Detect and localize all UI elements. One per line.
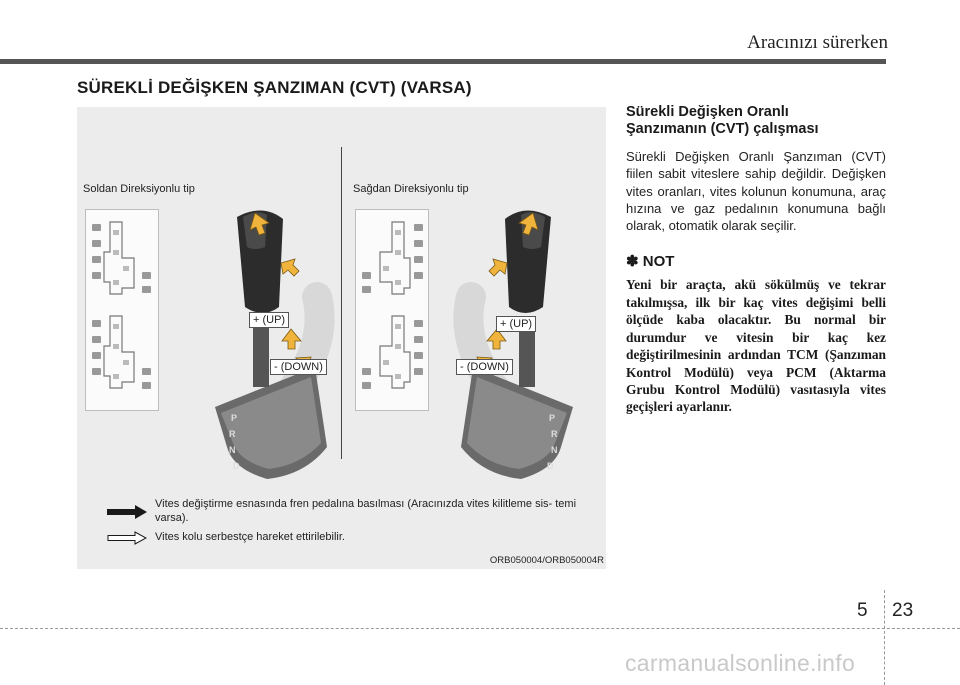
shifter-illustration-left	[207, 207, 339, 497]
shifter-figure	[77, 107, 606, 569]
article-subtitle	[626, 104, 886, 138]
up-label-right: + (UP)	[496, 316, 536, 332]
note-body: Yeni bir araçta, akü sökülmüş ve tekrar takılmışsa, ilk bir kaç vites değişimi belli ölçüde kaba olacaktır. Bu normal bir durumdur ve vitesin bir kaç kez değiştirilmesinin ardından TCM (Şanzıman Kontrol Modülü) veya PCM (Aktarma Grubu Kontrol Modülü) vasıtasıyla vites geçişleri ayarlanır.	[626, 277, 886, 415]
article-subtitle-line1: Sürekli Değişken Oranlı	[626, 104, 789, 120]
down-label-left: - (DOWN)	[270, 359, 327, 375]
gate-letter: N	[229, 445, 236, 455]
solid-arrow-icon	[107, 505, 147, 519]
legend-text: Vites değiştirme esnasında fren pedalına basılması (Aracınızda vites kilitleme sis- temi varsa).	[155, 498, 577, 524]
gate-letter: D	[233, 461, 240, 471]
article-body: Sürekli Değişken Oranlı Şanzıman (CVT) fiilen sabit viteslere sahip değildir. Değişken vites oranları, vites kolunun konumuna, araç hızına ve gaz pedalının konumuna bağlı olarak, otomatik olarak seçilir.	[626, 149, 886, 234]
gate-letter: P	[549, 413, 556, 423]
chapter-number: 5	[857, 600, 868, 621]
gate-letter: R	[229, 429, 236, 439]
gate-letter: P	[231, 413, 238, 423]
figure-code: ORB050004/ORB050004R	[489, 555, 604, 566]
shift-pattern-icon	[86, 210, 158, 410]
figure-divider	[341, 147, 342, 459]
outline-arrow-icon	[107, 531, 147, 545]
header-title: Aracınızı sürerken	[747, 32, 888, 53]
gate-letter: D	[547, 461, 554, 471]
up-label-left: + (UP)	[249, 312, 289, 328]
legend-text: Vites kolu serbestçe hareket ettirilebilir.	[155, 531, 345, 543]
shift-pattern-box-left	[85, 209, 159, 411]
header-rule	[0, 59, 886, 64]
shift-pattern-icon	[356, 210, 428, 410]
gate-letter: R	[551, 429, 558, 439]
article-column	[626, 104, 886, 416]
shifter-illustration-right	[449, 207, 581, 497]
article-subtitle-line2: Şanzımanın (CVT) çalışması	[626, 121, 819, 137]
footer-divider	[884, 590, 885, 685]
gate-letter: N	[551, 445, 558, 455]
page-number: 23	[892, 600, 914, 621]
watermark: carmanualsonline.info	[625, 650, 856, 676]
left-drive-label: Soldan Direksiyonlu tip	[83, 183, 195, 195]
right-drive-label: Sağdan Direksiyonlu tip	[353, 183, 469, 195]
down-label-right: - (DOWN)	[456, 359, 513, 375]
note-heading: ✽ NOT	[626, 253, 675, 271]
footer-rule	[0, 628, 960, 629]
section-title: SÜREKLİ DEĞİŞKEN ŞANZIMAN (CVT) (VARSA)	[77, 78, 472, 97]
shift-pattern-box-right	[355, 209, 429, 411]
